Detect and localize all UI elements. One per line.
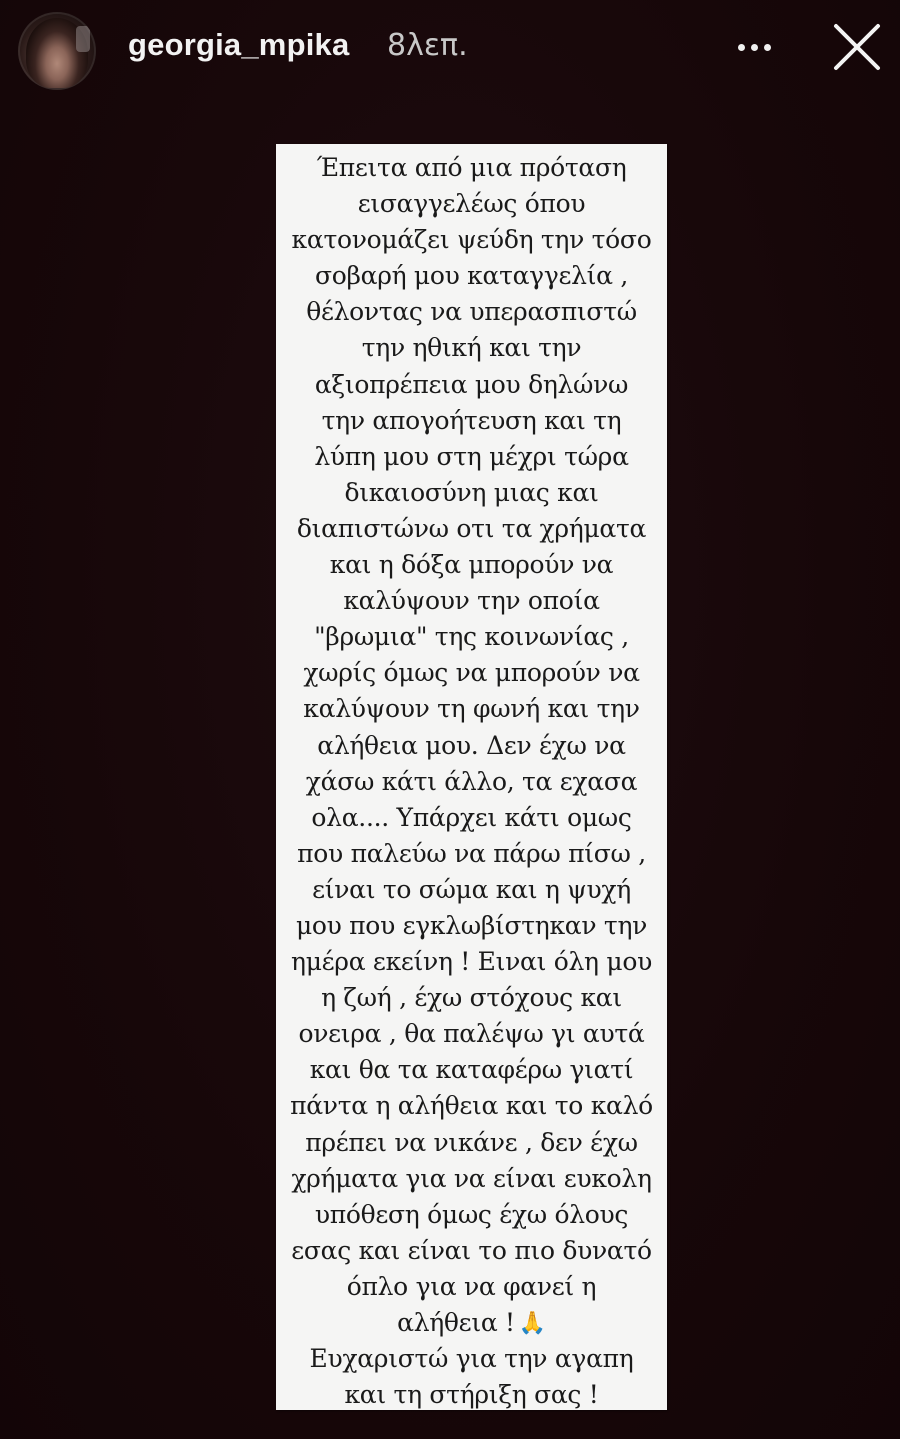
story-line: καλύψουν την οποία	[343, 586, 600, 616]
avatar[interactable]	[18, 12, 96, 90]
story-line: που παλεύω να πάρω πίσω ,	[297, 838, 646, 868]
story-line: καλύψουν τη φωνή και την	[303, 694, 640, 724]
story-line: χωρίς όμως να μπορούν να	[303, 658, 640, 688]
story-line: και η δόξα μπορούν να	[329, 550, 614, 580]
more-horizontal-icon	[764, 44, 771, 51]
story-line: Έπειτα από μια πρόταση	[316, 153, 627, 182]
story-line: υπόθεση όμως έχω όλους	[314, 1199, 629, 1229]
story-line: αξιοπρέπεια μου δηλώνω	[314, 369, 629, 399]
story-line: "βρωμια" της κοινωνίας ,	[314, 622, 629, 652]
story-line: όπλο για να φανεί η	[346, 1271, 597, 1301]
folded-hands-icon: 🙏	[518, 1311, 546, 1337]
story-line: μου που εγκλωβίστηκαν την	[295, 910, 648, 940]
story-line: θέλοντας να υπερασπιστώ	[306, 297, 637, 327]
more-horizontal-icon	[751, 44, 758, 51]
close-button[interactable]	[828, 18, 886, 76]
story-line-with-emoji	[276, 1305, 667, 1341]
story-line: την ηθική και την	[361, 333, 582, 363]
story-text-card	[276, 144, 667, 1410]
post-timestamp: 8λεπ.	[387, 28, 468, 63]
story-line: σοβαρή μου καταγγελία ,	[314, 261, 629, 291]
story-line: κατονομάζει ψεύδη την τόσο	[291, 225, 652, 255]
story-line: εισαγγελέως όπου	[357, 189, 586, 219]
story-line: αλήθεια !	[397, 1308, 515, 1337]
more-options-button[interactable]	[738, 28, 782, 64]
story-line: ονειρα , θα παλέψω γι αυτά	[298, 1019, 645, 1049]
story-line: χάσω κάτι άλλο, τα εχασα	[305, 766, 638, 796]
close-icon	[828, 18, 886, 76]
avatar-photo-highlight	[76, 26, 90, 52]
story-header	[0, 0, 900, 100]
story-line: πάντα η αλήθεια και το καλό	[290, 1091, 653, 1121]
more-horizontal-icon	[738, 44, 745, 51]
story-line: ολα.... Υπάρχει κάτι ομως	[311, 802, 632, 832]
story-line: δικαιοσύνη μιας και	[344, 477, 599, 507]
story-line: είναι το σώμα και η ψυχή	[312, 874, 631, 904]
story-line: Ευχαριστώ για την αγαπη	[309, 1344, 634, 1374]
story-line: χρήματα για να είναι ευκολη	[291, 1163, 652, 1193]
story-line: διαπιστώνω οτι τα χρήματα	[296, 513, 647, 543]
story-text	[276, 150, 667, 1413]
username-link[interactable]: georgia_mpika	[128, 27, 350, 62]
story-line: την απογοήτευση και τη	[321, 405, 622, 435]
story-line: η ζωή , έχω στόχους και	[321, 983, 622, 1013]
story-line: αλήθεια μου. Δεν έχω να	[317, 730, 626, 760]
story-line: πρέπει να νικάνε , δεν έχω	[305, 1127, 638, 1157]
story-line: και θα τα καταφέρω γιατί	[309, 1055, 634, 1085]
story-line: και τη στήριξη σας !	[344, 1380, 599, 1410]
story-line: ημέρα εκείνη ! Ειναι όλη μου	[291, 947, 652, 977]
story-line: εσας και είναι το πιο δυνατό	[291, 1235, 652, 1265]
story-line: λύπη μου στη μέχρι τώρα	[314, 441, 629, 471]
